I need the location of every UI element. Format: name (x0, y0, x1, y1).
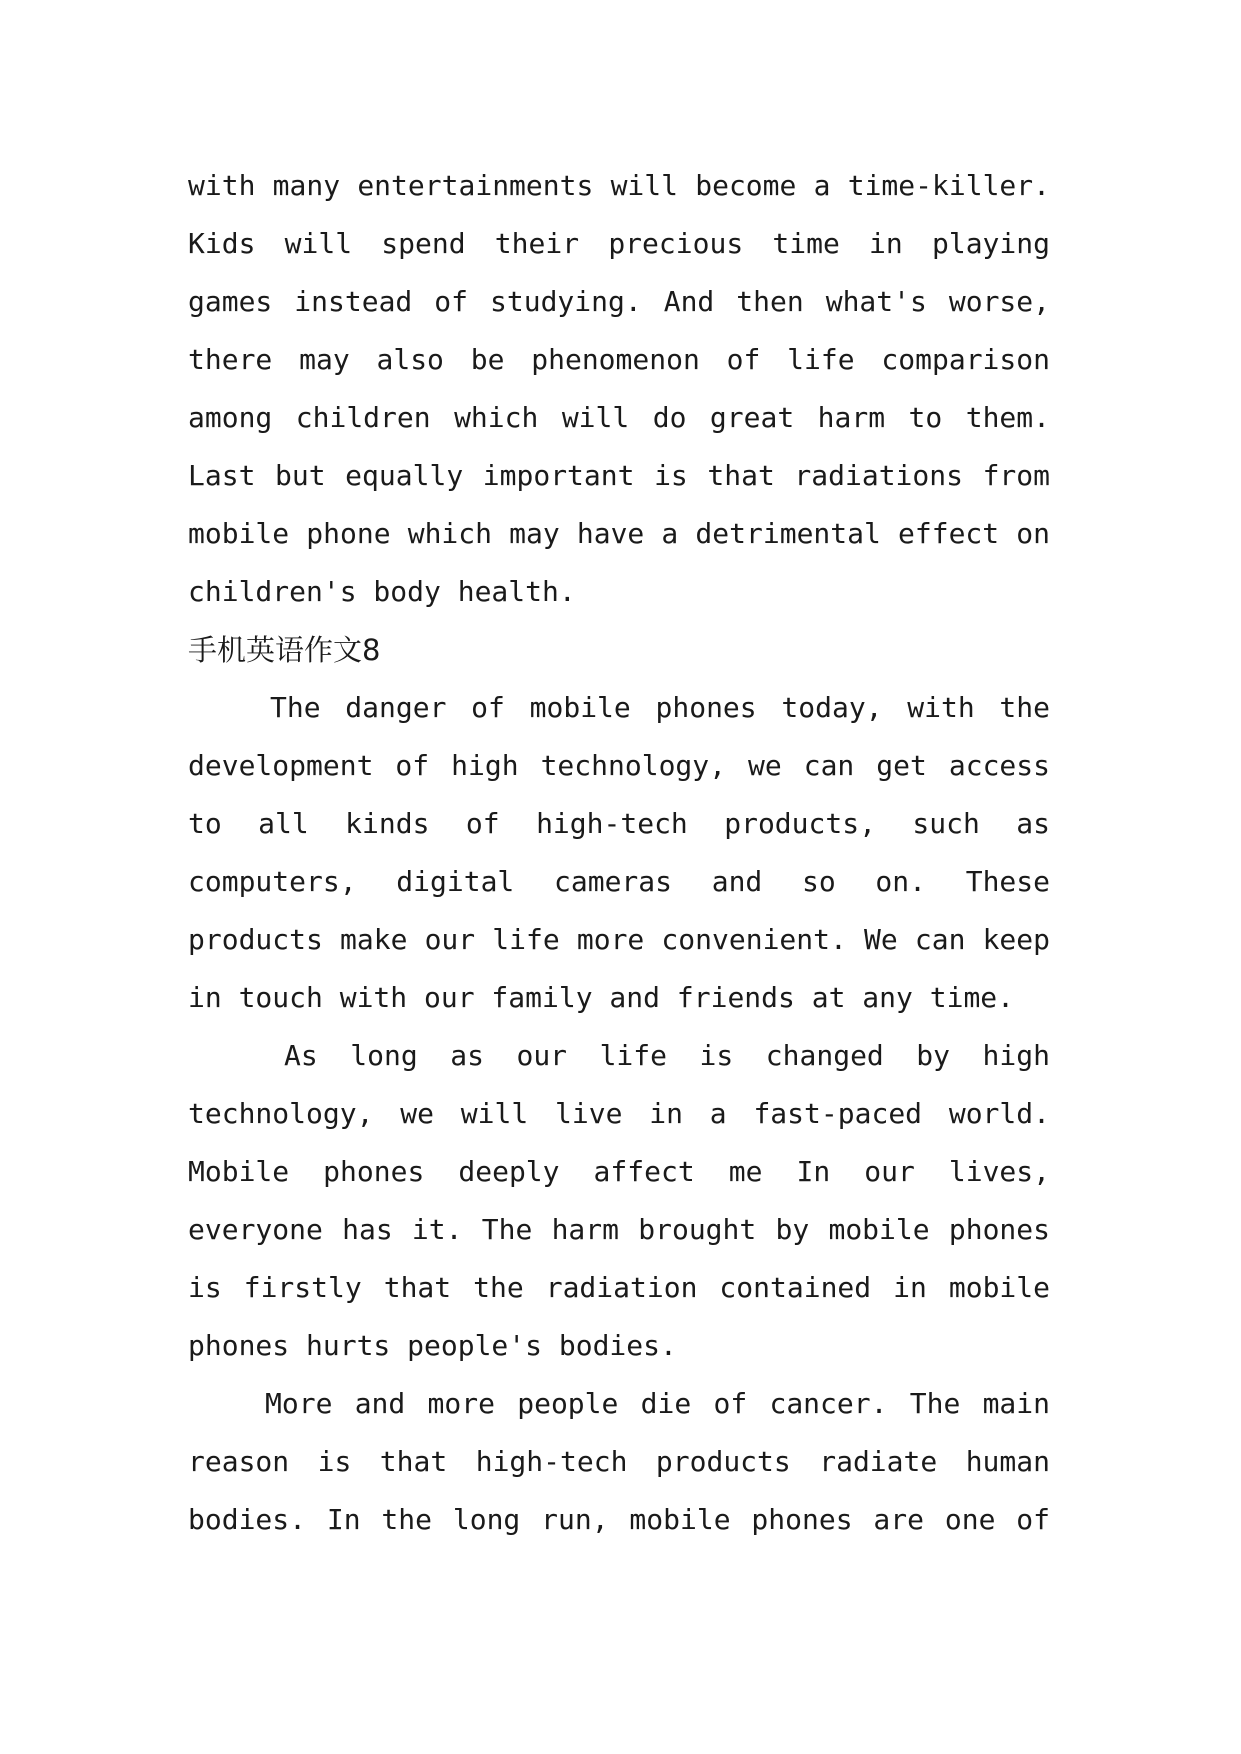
text-line: among children which will do great harm to them. (188, 401, 1050, 434)
text-line: technology, we will live in a fast-paced world. (188, 1097, 1050, 1130)
text-line: Kids will spend their precious time in playing (188, 227, 1050, 260)
text-line: there may also be phenomenon of life comparison (188, 343, 1050, 376)
section-heading: 手机英语作文8 (188, 633, 381, 667)
paragraph-first-line: The danger of mobile phones today, with the (270, 691, 1050, 724)
text-line: games instead of studying. And then what's worse, (188, 285, 1050, 318)
text-line: phones hurts people's bodies. (188, 1329, 677, 1362)
text-line: with many entertainments will become a time-killer. (188, 169, 1050, 202)
text-line: to all kinds of high-tech products, such as (188, 807, 1050, 840)
text-line: Last but equally important is that radiations from (188, 459, 1050, 492)
text-line: is firstly that the radiation contained in mobile (188, 1271, 1050, 1304)
text-line: bodies. In the long run, mobile phones are one of (188, 1503, 1050, 1536)
paragraph-first-line: As long as our life is changed by high (284, 1039, 1050, 1072)
text-line: children's body health. (188, 575, 576, 608)
paragraph-first-line: More and more people die of cancer. The main (265, 1387, 1050, 1420)
text-line: mobile phone which may have a detrimental effect on (188, 517, 1050, 550)
text-line: in touch with our family and friends at any time. (188, 981, 1015, 1014)
text-line: computers, digital cameras and so on. These (188, 865, 1050, 898)
text-line: products make our life more convenient. We can keep (188, 923, 1050, 956)
text-line: reason is that high-tech products radiate human (188, 1445, 1050, 1478)
text-line: development of high technology, we can get access (188, 749, 1050, 782)
text-line: everyone has it. The harm brought by mobile phones (188, 1213, 1050, 1246)
text-line: Mobile phones deeply affect me In our lives, (188, 1155, 1050, 1188)
